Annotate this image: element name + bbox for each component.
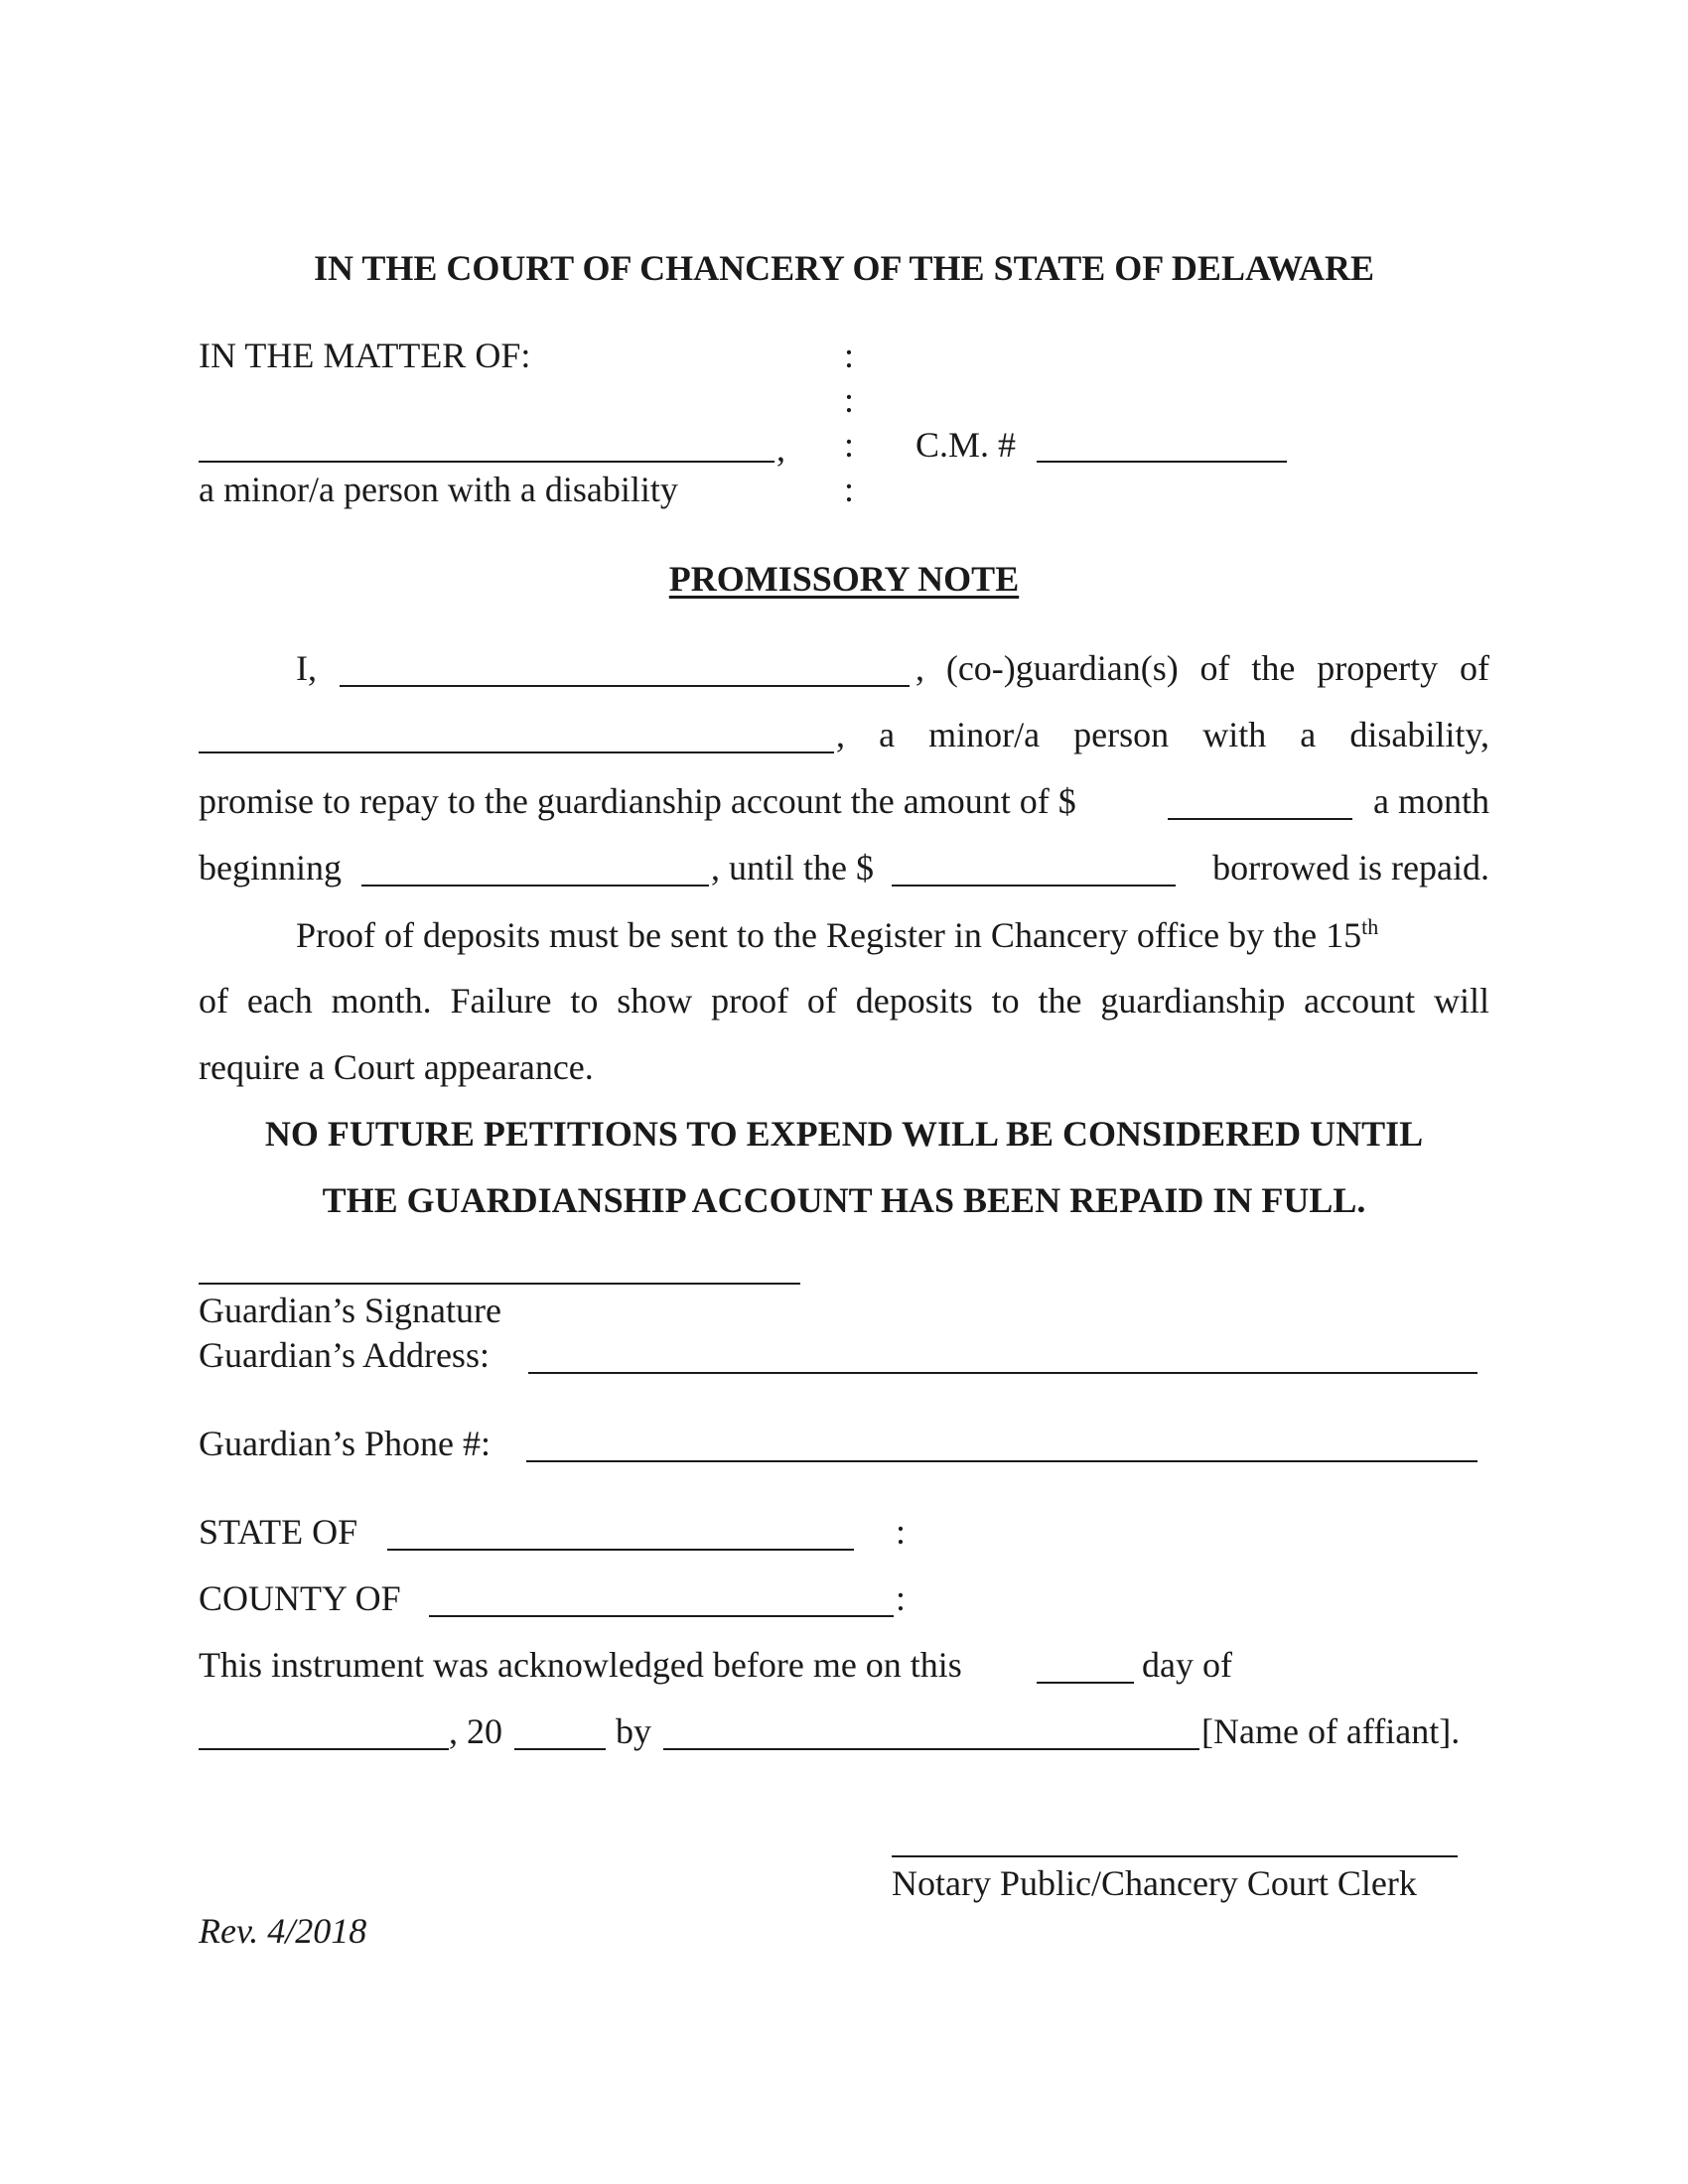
guardian-phone-field[interactable] — [526, 1460, 1477, 1462]
p1-until: , until the $ — [711, 848, 874, 887]
guardian-signature-field[interactable] — [199, 1283, 800, 1285]
matter-label: IN THE MATTER OF: — [199, 336, 531, 375]
start-date-field[interactable] — [361, 885, 709, 887]
ack-year-field[interactable] — [514, 1748, 606, 1750]
day-of-text: day of — [1142, 1645, 1232, 1685]
p1-month-text: a month — [1373, 781, 1489, 821]
party-label: a minor/a person with a disability — [199, 470, 678, 509]
p2-line1-text: Proof of deposits must be sent to the Register in Chancery office by the 15 — [296, 915, 1362, 955]
by-text: by — [616, 1711, 651, 1751]
guardian-address-field[interactable] — [528, 1372, 1477, 1374]
caption-colon-3: : — [844, 425, 855, 465]
ack-day-field[interactable] — [1037, 1682, 1134, 1684]
notary-signature-field[interactable] — [892, 1855, 1458, 1857]
clerk-label: Notary Public/Chancery Court Clerk — [892, 1863, 1417, 1903]
cm-number-field[interactable] — [1037, 461, 1287, 463]
year-prefix: , 20 — [449, 1711, 502, 1751]
affiant-label: [Name of affiant]. — [1201, 1711, 1461, 1751]
state-field[interactable] — [387, 1549, 854, 1551]
state-colon: : — [896, 1512, 907, 1552]
p1-beginning: beginning — [199, 848, 342, 887]
ack-text: This instrument was acknowledged before me on this — [199, 1645, 962, 1685]
phone-label: Guardian’s Phone #: — [199, 1424, 491, 1463]
monthly-amount-field[interactable] — [1168, 818, 1352, 820]
p2-line3: require a Court appearance. — [199, 1047, 594, 1087]
county-colon: : — [896, 1578, 907, 1618]
document-title: PROMISSORY NOTE — [668, 559, 1020, 599]
ack-month-field[interactable] — [199, 1748, 449, 1750]
caption-colon-2: : — [844, 380, 855, 420]
p2-line1 — [296, 916, 1378, 953]
revision-label: Rev. 4/2018 — [199, 1911, 367, 1951]
caption-colon-4: : — [844, 470, 855, 509]
warning-line2: THE GUARDIANSHIP ACCOUNT HAS BEEN REPAID IN FULL. — [322, 1180, 1366, 1220]
state-label: STATE OF — [199, 1512, 358, 1552]
p1-repay-text: promise to repay to the guardianship account the amount of $ — [199, 781, 1076, 821]
caption-colon-1: : — [844, 336, 855, 375]
p2-line2: of each month. Failure to show proof of deposits to the guardianship account will — [199, 981, 1489, 1021]
affiant-name-field[interactable] — [663, 1748, 1199, 1750]
borrowed-amount-field[interactable] — [892, 885, 1176, 887]
county-label: COUNTY OF — [199, 1578, 401, 1618]
p2-superscript: th — [1361, 914, 1379, 939]
address-label: Guardian’s Address: — [199, 1335, 490, 1375]
party-name-comma: , — [776, 429, 785, 469]
p1-minor-text: , a minor/a person with a disability, — [836, 715, 1489, 754]
warning-line1: NO FUTURE PETITIONS TO EXPEND WILL BE CONSIDERED UNTIL — [264, 1114, 1424, 1154]
signature-label: Guardian’s Signature — [199, 1291, 501, 1330]
p1-borrowed: borrowed is repaid. — [1212, 848, 1489, 887]
p1-i: I, — [296, 648, 317, 688]
court-title: IN THE COURT OF CHANCERY OF THE STATE OF DELAWARE — [314, 248, 1374, 288]
minor-name-field[interactable] — [199, 751, 834, 753]
county-field[interactable] — [429, 1615, 894, 1617]
cm-label: C.M. # — [915, 425, 1017, 465]
party-name-field[interactable] — [199, 461, 774, 463]
p1-guardian-text: , (co-)guardian(s) of the property of — [915, 648, 1489, 688]
guardian-name-field[interactable] — [340, 685, 910, 687]
